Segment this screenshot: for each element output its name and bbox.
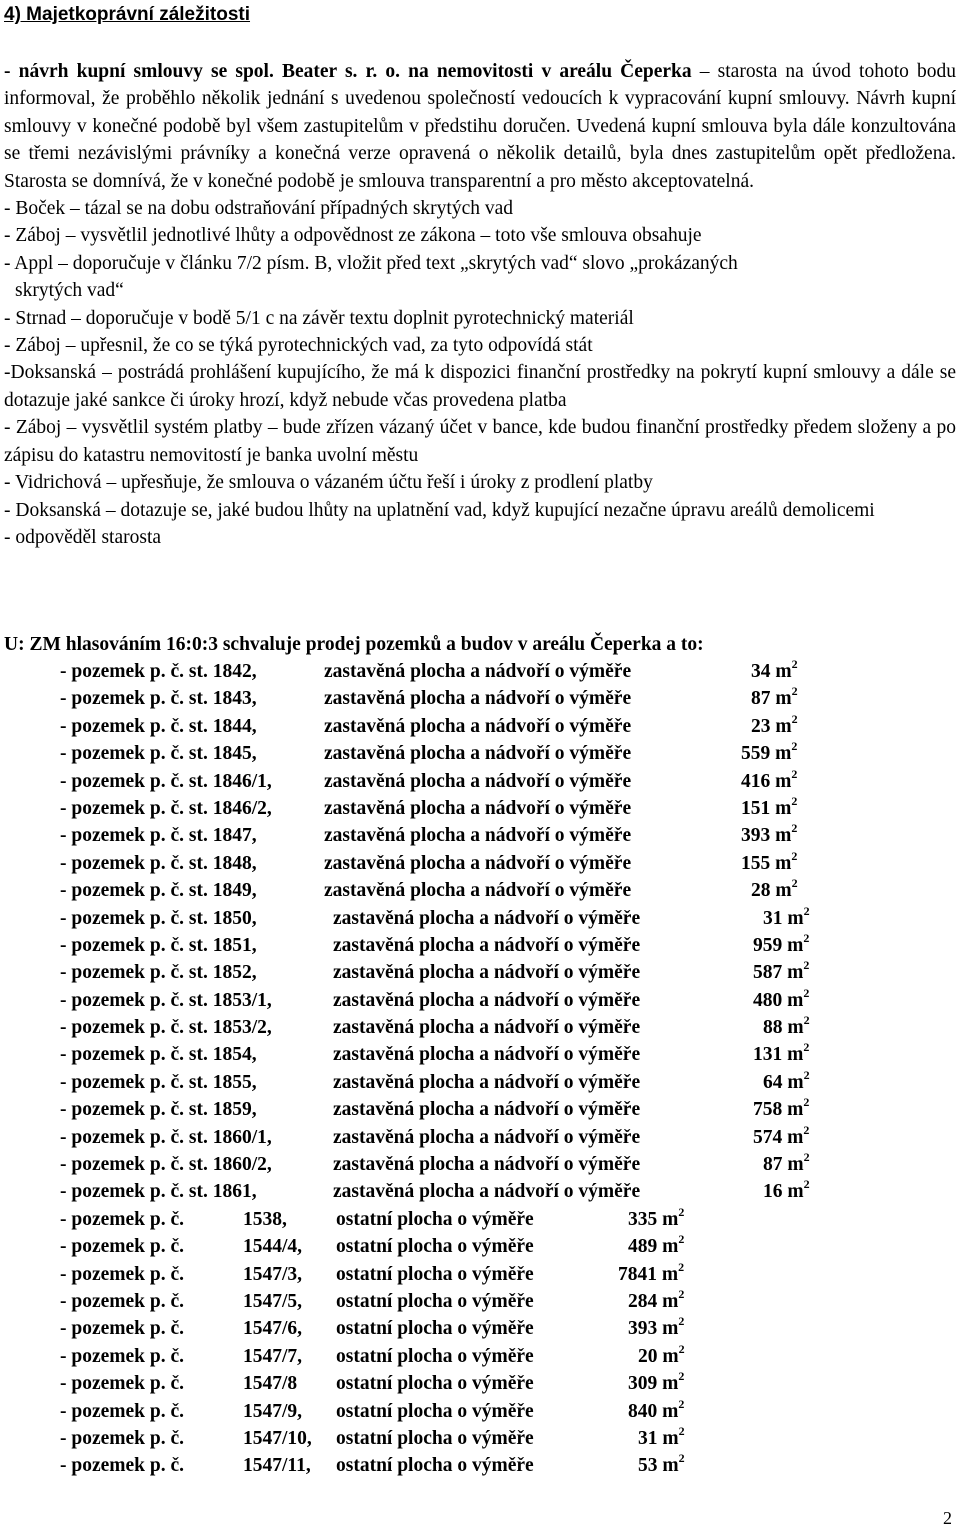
parcel-id: - pozemek p. č. st. 1844,: [60, 715, 257, 737]
parcel-area: 393 $m^2$: [741, 821, 798, 847]
parcel-id: - pozemek p. č. st. 1843,: [60, 688, 257, 710]
unit-exponent: 2: [791, 739, 798, 754]
unit-exponent: 2: [678, 1369, 685, 1384]
paragraph-text: - Appl – doporučuje v článku 7/2 písm. B, vložit před text „skrytých vad“ slovo „prokázaných: [4, 252, 738, 274]
parcel-description: zastavěná plocha a nádvoří o výměře: [324, 661, 632, 682]
parcel-area: 23 $m^2$: [751, 711, 798, 737]
unit-exponent: 2: [678, 1423, 685, 1438]
parcel-area: 393 $m^2$: [628, 1314, 685, 1340]
section-heading: 4) Majetkoprávní záležitosti: [4, 4, 251, 25]
paragraph-text: - Strnad – doporučuje v bodě 5/1 c na závěr textu doplnit pyrotechnický materiál: [4, 307, 634, 329]
discussion-paragraph: [4, 359, 956, 414]
parcel-area: 416 $m^2$: [741, 766, 798, 792]
parcel-area: 28 $m^2$: [751, 876, 798, 902]
parcel-description: zastavěná plocha a nádvoří o výměře: [333, 934, 641, 956]
parcel-description: ostatní plocha o výměře: [336, 1400, 534, 1422]
parcel-description: ostatní plocha o výměře: [336, 1318, 534, 1340]
paragraph-text: - Záboj – upřesnil, že co se týká pyrotechnických vad, za tyto odpovídá stát: [4, 335, 593, 357]
unit-exponent: 2: [791, 876, 798, 891]
parcel-area: 155 $m^2$: [741, 848, 798, 874]
unit-exponent: 2: [678, 1314, 685, 1329]
parcel-id: - pozemek p. č. st. 1842,: [60, 661, 257, 682]
parcel-area: 840 $m^2$: [628, 1396, 685, 1422]
unit-exponent: 2: [678, 1204, 685, 1219]
parcel-area: 31 $m^2$: [763, 903, 810, 929]
discussion-paragraph: [4, 414, 956, 469]
discussion-paragraph: [4, 222, 956, 249]
parcel-description: zastavěná plocha a nádvoří o výměře: [324, 852, 632, 874]
parcel-id: - pozemek p. č. st. 1854,: [60, 1044, 257, 1066]
parcel-id: - pozemek p. č. st. 1852,: [60, 962, 257, 984]
unit-exponent: 2: [803, 1095, 810, 1110]
unit-exponent: 2: [678, 1259, 685, 1274]
paragraph-text: - odpověděl starosta: [4, 526, 162, 548]
parcel-area: 587 $m^2$: [753, 958, 810, 984]
parcel-area: 64 $m^2$: [763, 1067, 810, 1093]
parcel-area: 131 $m^2$: [753, 1040, 810, 1066]
parcel-description: zastavěná plocha a nádvoří o výměře: [324, 880, 632, 902]
parcel-id: - pozemek p. č. 1547/3,: [60, 1263, 303, 1285]
discussion-paragraph: [4, 469, 956, 496]
unit-exponent: 2: [791, 684, 798, 699]
parcel-id: - pozemek p. č. st. 1853/2,: [60, 1017, 272, 1039]
parcel-description: zastavěná plocha a nádvoří o výměře: [324, 770, 632, 792]
parcel-id: - pozemek p. č. 1547/6,: [60, 1318, 303, 1340]
parcel-description: zastavěná plocha a nádvoří o výměře: [333, 907, 641, 929]
parcel-area: 959 $m^2$: [753, 930, 810, 956]
unit-exponent: 2: [791, 766, 798, 781]
parcel-area: 574 $m^2$: [753, 1122, 810, 1148]
parcel-id: - pozemek p. č. 1547/7,: [60, 1345, 303, 1367]
discussion-paragraph: [4, 195, 956, 222]
parcel-description: zastavěná plocha a nádvoří o výměře: [333, 1044, 641, 1066]
parcel-id: - pozemek p. č. 1547/11,: [60, 1455, 311, 1477]
parcel-description: zastavěná plocha a nádvoří o výměře: [333, 1154, 641, 1176]
parcel-description: ostatní plocha o výměře: [336, 1236, 534, 1258]
parcel-description: zastavěná plocha a nádvoří o výměře: [324, 715, 632, 737]
unit-exponent: 2: [791, 657, 798, 671]
paragraph-text: - Záboj – vysvětlil systém platby – bude zřízen vázaný účet v bance, kde budou finanční prostředky předem složeny a po zápisu do katastru nemovitostí je banka uvolní městu: [4, 417, 956, 466]
discussion-paragraph: [4, 497, 956, 524]
resolution-text: U: ZM hlasováním 16:0:3 schvaluje prodej pozemků a budov v areálu Čeperka a to:: [4, 634, 704, 655]
unit-exponent: 2: [803, 1013, 810, 1028]
parcel-id: - pozemek p. č. st. 1845,: [60, 743, 257, 765]
paragraph-text: - Boček – tázal se na dobu odstraňování případných skrytých vad: [4, 198, 514, 220]
discussion-paragraph: [4, 250, 956, 277]
discussion-paragraph: [4, 524, 956, 551]
parcel-description: zastavěná plocha a nádvoří o výměře: [324, 825, 632, 847]
parcel-description: zastavěná plocha a nádvoří o výměře: [324, 797, 632, 819]
parcel-description: zastavěná plocha a nádvoří o výměře: [333, 1126, 641, 1148]
parcel-id: - pozemek p. č. st. 1860/1,: [60, 1126, 272, 1148]
parcel-area: 20 $m^2$: [638, 1341, 685, 1367]
parcel-id: - pozemek p. č. st. 1851,: [60, 934, 257, 956]
parcel-description: zastavěná plocha a nádvoří o výměře: [333, 1181, 641, 1203]
unit-exponent: 2: [803, 985, 810, 1000]
parcel-area: 88 $m^2$: [763, 1013, 810, 1039]
discussion-paragraph: [4, 305, 956, 332]
parcel-area: 335 $m^2$: [628, 1204, 685, 1230]
paragraph-lead: - návrh kupní smlouvy se spol. Beater s. r. o. na nemovitosti v areálu Čeperka: [4, 61, 692, 82]
parcel-area: 309 $m^2$: [628, 1369, 685, 1395]
paragraph-text: - Záboj – vysvětlil jednotlivé lhůty a odpovědnost ze zákona – toto vše smlouva obsahuje: [4, 225, 702, 247]
parcel-area: 87 $m^2$: [763, 1150, 810, 1176]
parcel-description: ostatní plocha o výměře: [336, 1427, 534, 1449]
parcel-id: - pozemek p. č. st. 1846/1,: [60, 770, 272, 792]
parcel-description: ostatní plocha o výměře: [336, 1208, 534, 1230]
parcel-area: 151 $m^2$: [741, 793, 798, 819]
parcel-id: - pozemek p. č. st. 1853/1,: [60, 989, 272, 1011]
parcel-description: ostatní plocha o výměře: [336, 1263, 534, 1285]
parcel-id: - pozemek p. č. 1544/4,: [60, 1236, 303, 1258]
parcel-description: zastavěná plocha a nádvoří o výměře: [324, 688, 632, 710]
unit-exponent: 2: [791, 821, 798, 836]
parcel-description: zastavěná plocha a nádvoří o výměře: [324, 743, 632, 765]
unit-exponent: 2: [803, 958, 810, 973]
parcel-description: ostatní plocha o výměře: [336, 1345, 534, 1367]
paragraph-text: - Doksanská – dotazuje se, jaké budou lhůty na uplatnění vad, když kupující nezačne úpravu areálů demolicemi: [4, 499, 875, 521]
parcel-id: - pozemek p. č. 1547/9,: [60, 1400, 303, 1422]
parcel-description: ostatní plocha o výměře: [336, 1373, 534, 1395]
paragraph-text: -Doksanská – postrádá prohlášení kupujícího, že má k dispozici finanční prostředky na pokrytí kupní smlouvy a dále se dotazuje jaké sankce či úroky hrozí, když nebude včas provedena platba: [4, 362, 956, 411]
unit-exponent: 2: [678, 1341, 685, 1356]
parcel-id: - pozemek p. č. st. 1855,: [60, 1071, 257, 1093]
discussion-paragraph: [4, 277, 956, 304]
unit-exponent: 2: [803, 1150, 810, 1165]
parcel-area: 87 $m^2$: [751, 684, 798, 710]
parcel-description: zastavěná plocha a nádvoří o výměře: [333, 1099, 641, 1121]
parcel-description: zastavěná plocha a nádvoří o výměře: [333, 1017, 641, 1039]
parcel-id: - pozemek p. č. st. 1847,: [60, 825, 257, 847]
parcel-area: 31 $m^2$: [638, 1423, 685, 1449]
parcel-id: - pozemek p. č. 1547/10,: [60, 1427, 312, 1449]
parcel-id: - pozemek p. č. st. 1859,: [60, 1099, 257, 1121]
parcel-description: ostatní plocha o výměře: [336, 1290, 534, 1312]
parcel-id: - pozemek p. č. st. 1850,: [60, 907, 257, 929]
parcel-description: zastavěná plocha a nádvoří o výměře: [333, 989, 641, 1011]
parcel-area: 559 $m^2$: [741, 739, 798, 765]
unit-exponent: 2: [803, 930, 810, 945]
parcel-id: - pozemek p. č. st. 1861,: [60, 1181, 257, 1203]
parcel-id: - pozemek p. č. st. 1846/2,: [60, 797, 272, 819]
parcel-id: - pozemek p. č. st. 1860/2,: [60, 1154, 272, 1176]
paragraph-text: – starosta na úvod tohoto bodu informoval, že proběhlo několik jednání s uvedenou společností vedoucích k vypracování kupní smlouvy. Návrh kupní smlouvy v konečné podobě byl všem zastupitelům v předstihu doručen. Uvedená kupní smlouva byla dále konzultována se třemi nezávislými právníky a konečná verze opravená o několik detailů, byla dnes zastupitelům opět předložena. Starosta se domnívá, že v konečné podobě je smlouva transparentní a pro město akceptovatelná.: [4, 61, 956, 192]
parcel-area: 16 $m^2$: [763, 1177, 810, 1203]
unit-exponent: 2: [678, 1286, 685, 1301]
unit-exponent: 2: [803, 1067, 810, 1082]
parcel-id: - pozemek p. č. 1538,: [60, 1208, 287, 1230]
unit-exponent: 2: [803, 1122, 810, 1137]
parcel-area: 480 $m^2$: [753, 985, 810, 1011]
discussion-section: [4, 58, 956, 551]
parcel-id: - pozemek p. č. 1547/5,: [60, 1290, 303, 1312]
parcel-id: - pozemek p. č. st. 1848,: [60, 852, 257, 874]
parcel-area: 758 $m^2$: [753, 1095, 810, 1121]
parcel-description: zastavěná plocha a nádvoří o výměře: [333, 1071, 641, 1093]
parcel-area: 284 $m^2$: [628, 1286, 685, 1312]
parcel-area: 7841 $m^2$: [618, 1259, 685, 1285]
parcel-description: zastavěná plocha a nádvoří o výměře: [333, 962, 641, 984]
discussion-paragraph: [4, 332, 956, 359]
unit-exponent: 2: [803, 1177, 810, 1192]
parcel-description: ostatní plocha o výměře: [336, 1455, 534, 1477]
unit-exponent: 2: [678, 1396, 685, 1411]
unit-exponent: 2: [803, 1040, 810, 1055]
unit-exponent: 2: [803, 903, 810, 918]
unit-exponent: 2: [678, 1232, 685, 1247]
parcel-id: - pozemek p. č. 1547/8: [60, 1373, 298, 1395]
page-number: 2: [943, 1508, 952, 1528]
parcel-id: - pozemek p. č. st. 1849,: [60, 880, 257, 902]
unit-exponent: 2: [678, 1451, 685, 1466]
paragraph-text: - Vidrichová – upřesňuje, že smlouva o vázaném účtu řeší i úroky z prodlení platby: [4, 472, 653, 494]
parcel-area: 34 $m^2$: [751, 657, 798, 682]
unit-exponent: 2: [791, 711, 798, 726]
unit-exponent: 2: [791, 848, 798, 863]
parcel-area: 489 $m^2$: [628, 1232, 685, 1258]
discussion-paragraph: [4, 58, 956, 195]
unit-exponent: 2: [791, 793, 798, 808]
parcel-area: 53 $m^2$: [638, 1451, 685, 1477]
paragraph-text: skrytých vad“: [15, 280, 124, 302]
